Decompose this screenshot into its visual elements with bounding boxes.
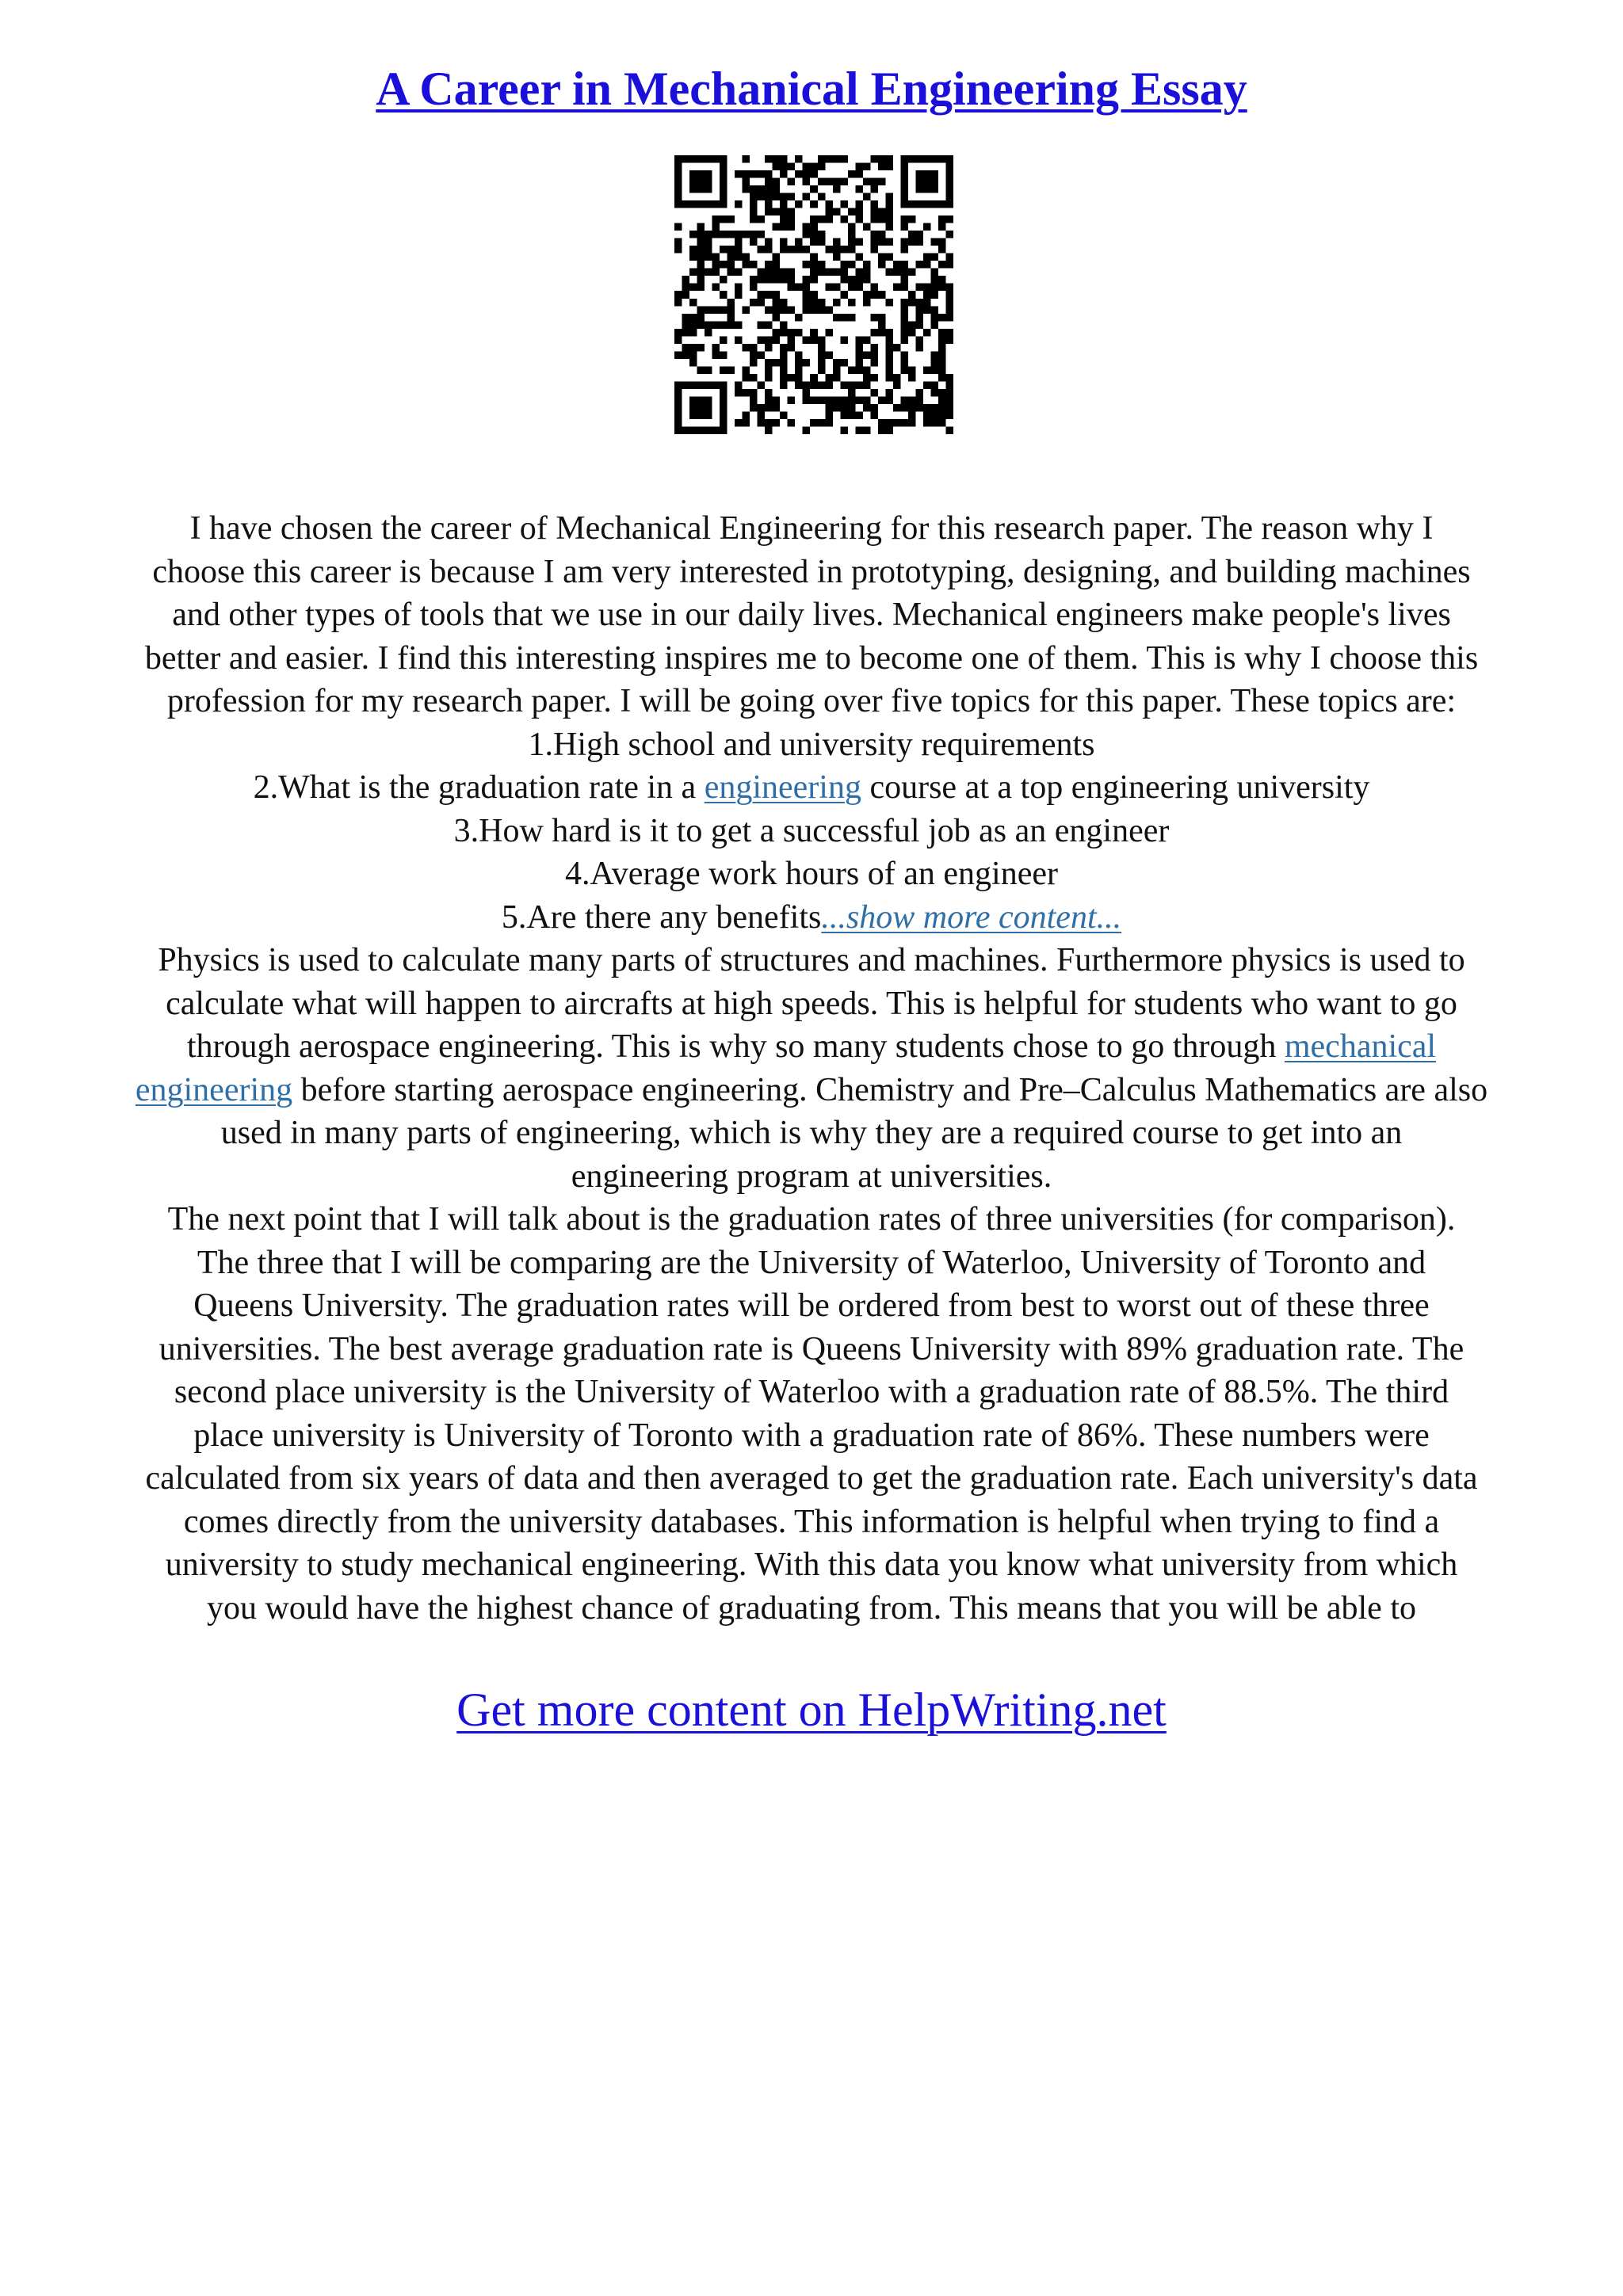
line-text: before starting aerospace engineering. Chemistry and Pre–Calculus Mathematics are also: [292, 1071, 1488, 1108]
title-link[interactable]: A Career in Mechanical Engineering Essay: [376, 63, 1247, 115]
topic-text: course at a top engineering university: [861, 769, 1370, 806]
text-line: choose this career is because I am very interested in prototyping, designing, and building machines: [152, 553, 1471, 590]
footer: [0, 1678, 1623, 1741]
topic-list: [57, 723, 1566, 940]
text-line: you would have the highest chance of graduating from. This means that you will be able to: [206, 1589, 1416, 1627]
text-line: university to study mechanical engineering. With this data you know what university from which: [165, 1547, 1458, 1583]
qr-code-icon[interactable]: [674, 155, 953, 434]
text-line: second place university is the University of Waterloo with a graduation rate of 88.5%. The third: [174, 1374, 1449, 1410]
essay-body: [57, 507, 1566, 1630]
text-line: and other types of tools that we use in our daily lives. Mechanical engineers make people's lives: [172, 597, 1451, 633]
text-line: comes directly from the university databases. This information is helpful when trying to find a: [183, 1503, 1440, 1540]
topic-item: [57, 766, 1566, 810]
intro-paragraph: [57, 507, 1566, 723]
text-line: The next point that I will talk about is the graduation rates of three universities (for comparison).: [167, 1201, 1456, 1238]
topic-item: 3.How hard is it to get a successful job as an engineer: [453, 812, 1170, 849]
page-title: [0, 57, 1623, 120]
text-line: calculated from six years of data and then averaged to get the graduation rate. Each university's data: [145, 1460, 1478, 1497]
topic-item: [57, 896, 1566, 940]
mechanical-engineering-link[interactable]: mechanical: [1284, 1028, 1437, 1065]
text-line: universities. The best average graduation rate is Queens University with 89% graduation rate. The: [158, 1330, 1465, 1367]
text-line: Physics is used to calculate many parts of structures and machines. Furthermore physics is used to: [158, 942, 1465, 978]
text-line: [57, 1069, 1566, 1112]
topic-item: 4.Average work hours of an engineer: [565, 856, 1058, 892]
topic-text: 5.Are there any benefits: [501, 898, 822, 936]
text-line: calculate what will happen to aircrafts at high speeds. This is helpful for students who want to go: [166, 985, 1457, 1022]
text-line: I have chosen the career of Mechanical Engineering for this research paper. The reason why I: [189, 510, 1434, 547]
text-line: place university is University of Toronto with a graduation rate of 86%. These numbers were: [193, 1417, 1430, 1454]
mechanical-engineering-link-continued[interactable]: engineering: [135, 1071, 293, 1108]
text-line: better and easier. I find this interesting inspires me to become one of them. This is why I choose this: [144, 639, 1479, 677]
text-line: [57, 1025, 1566, 1069]
text-line: Queens University. The graduation rates will be ordered from best to worst out of these three: [193, 1287, 1430, 1324]
text-line: used in many parts of engineering, which is why they are a required course to get into an: [220, 1115, 1403, 1151]
physics-paragraph: [57, 939, 1566, 1198]
topic-item: 1.High school and university requirements: [528, 726, 1095, 763]
get-more-content-link[interactable]: Get more content on HelpWriting.net: [456, 1684, 1167, 1736]
text-line: profession for my research paper. I will be going over five topics for this paper. These topics are:: [166, 683, 1457, 719]
engineering-link[interactable]: engineering: [704, 769, 861, 806]
topic-text: 2.What is the graduation rate in a: [253, 769, 705, 806]
graduation-paragraph: [57, 1198, 1566, 1630]
show-more-link[interactable]: ...show more content...: [821, 898, 1122, 936]
text-line: The three that I will be comparing are the University of Waterloo, University of Toronto and: [197, 1244, 1426, 1281]
text-line: engineering program at universities.: [571, 1158, 1052, 1195]
line-text: through aerospace engineering. This is why so many students chose to go through: [186, 1028, 1285, 1065]
